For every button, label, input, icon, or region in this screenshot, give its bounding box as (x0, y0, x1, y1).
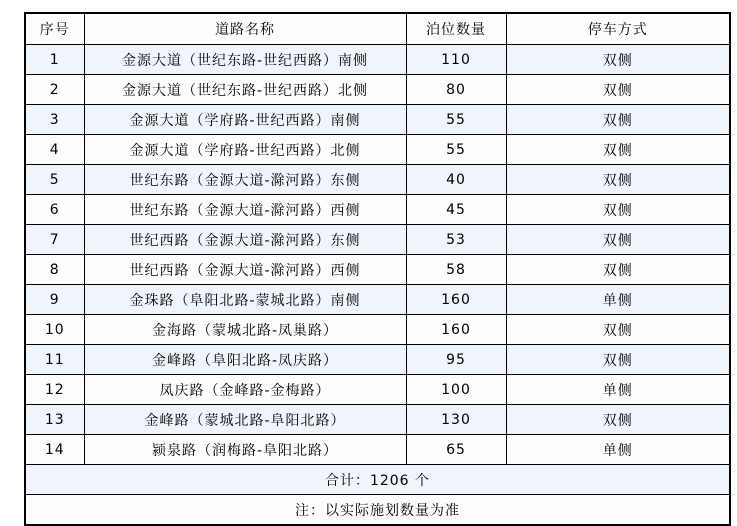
cell-seq: 14 (25, 435, 84, 465)
table-row (25, 405, 730, 435)
table-row (25, 75, 730, 105)
cell-seq: 9 (25, 285, 84, 315)
cell-road-name: 金源大道（世纪东路-世纪西路）北侧 (84, 75, 406, 105)
header-parking-mode: 停车方式 (506, 13, 730, 45)
cell-seq: 6 (25, 195, 84, 225)
table-row (25, 105, 730, 135)
cell-road-name: 世纪西路（金源大道-滁河路）西侧 (84, 255, 406, 285)
cell-seq: 3 (25, 105, 84, 135)
parking-table-container (24, 12, 731, 526)
cell-parking-mode: 单侧 (506, 375, 730, 405)
cell-parking-mode: 双侧 (506, 405, 730, 435)
header-row (25, 13, 730, 45)
cell-parking-mode: 双侧 (506, 315, 730, 345)
cell-seq: 12 (25, 375, 84, 405)
cell-road-name: 世纪东路（金源大道-滁河路）西侧 (84, 195, 406, 225)
header-seq: 序号 (25, 13, 84, 45)
header-road-name: 道路名称 (84, 13, 406, 45)
cell-parking-mode: 双侧 (506, 45, 730, 75)
cell-berth-count: 80 (406, 75, 506, 105)
cell-berth-count: 110 (406, 45, 506, 75)
total-cell: 合计：1206 个 (25, 465, 730, 495)
cell-parking-mode: 双侧 (506, 345, 730, 375)
cell-road-name: 凤庆路（金峰路-金梅路） (84, 375, 406, 405)
cell-berth-count: 40 (406, 165, 506, 195)
cell-parking-mode: 双侧 (506, 165, 730, 195)
cell-seq: 10 (25, 315, 84, 345)
parking-berth-table (24, 12, 731, 526)
cell-seq: 5 (25, 165, 84, 195)
table-row (25, 135, 730, 165)
header-berth-count: 泊位数量 (406, 13, 506, 45)
table-row (25, 285, 730, 315)
table-row (25, 375, 730, 405)
cell-seq: 4 (25, 135, 84, 165)
cell-berth-count: 55 (406, 105, 506, 135)
cell-berth-count: 160 (406, 315, 506, 345)
table-row (25, 165, 730, 195)
cell-road-name: 世纪西路（金源大道-滁河路）东侧 (84, 225, 406, 255)
cell-seq: 11 (25, 345, 84, 375)
cell-road-name: 金源大道（世纪东路-世纪西路）南侧 (84, 45, 406, 75)
cell-berth-count: 160 (406, 285, 506, 315)
cell-parking-mode: 双侧 (506, 225, 730, 255)
note-row (25, 495, 730, 526)
cell-berth-count: 100 (406, 375, 506, 405)
note-cell: 注：以实际施划数量为准 (25, 495, 730, 526)
cell-road-name: 金海路（蒙城北路-凤巢路） (84, 315, 406, 345)
table-row (25, 45, 730, 75)
table-row (25, 435, 730, 465)
cell-seq: 1 (25, 45, 84, 75)
cell-parking-mode: 双侧 (506, 105, 730, 135)
cell-seq: 2 (25, 75, 84, 105)
cell-parking-mode: 单侧 (506, 435, 730, 465)
cell-parking-mode: 双侧 (506, 75, 730, 105)
table-row (25, 345, 730, 375)
cell-berth-count: 55 (406, 135, 506, 165)
cell-parking-mode: 单侧 (506, 285, 730, 315)
cell-road-name: 颍泉路（润梅路-阜阳北路） (84, 435, 406, 465)
table-row (25, 195, 730, 225)
cell-seq: 13 (25, 405, 84, 435)
cell-berth-count: 95 (406, 345, 506, 375)
cell-road-name: 金峰路（蒙城北路-阜阳北路） (84, 405, 406, 435)
cell-berth-count: 130 (406, 405, 506, 435)
cell-road-name: 金珠路（阜阳北路-蒙城北路）南侧 (84, 285, 406, 315)
cell-berth-count: 53 (406, 225, 506, 255)
table-row (25, 315, 730, 345)
cell-berth-count: 45 (406, 195, 506, 225)
cell-road-name: 金峰路（阜阳北路-凤庆路） (84, 345, 406, 375)
cell-road-name: 世纪东路（金源大道-滁河路）东侧 (84, 165, 406, 195)
cell-berth-count: 58 (406, 255, 506, 285)
cell-road-name: 金源大道（学府路-世纪西路）南侧 (84, 105, 406, 135)
table-row (25, 225, 730, 255)
cell-parking-mode: 双侧 (506, 195, 730, 225)
cell-seq: 7 (25, 225, 84, 255)
cell-parking-mode: 双侧 (506, 135, 730, 165)
cell-berth-count: 65 (406, 435, 506, 465)
cell-seq: 8 (25, 255, 84, 285)
cell-parking-mode: 双侧 (506, 255, 730, 285)
table-row (25, 255, 730, 285)
total-row (25, 465, 730, 495)
cell-road-name: 金源大道（学府路-世纪西路）北侧 (84, 135, 406, 165)
